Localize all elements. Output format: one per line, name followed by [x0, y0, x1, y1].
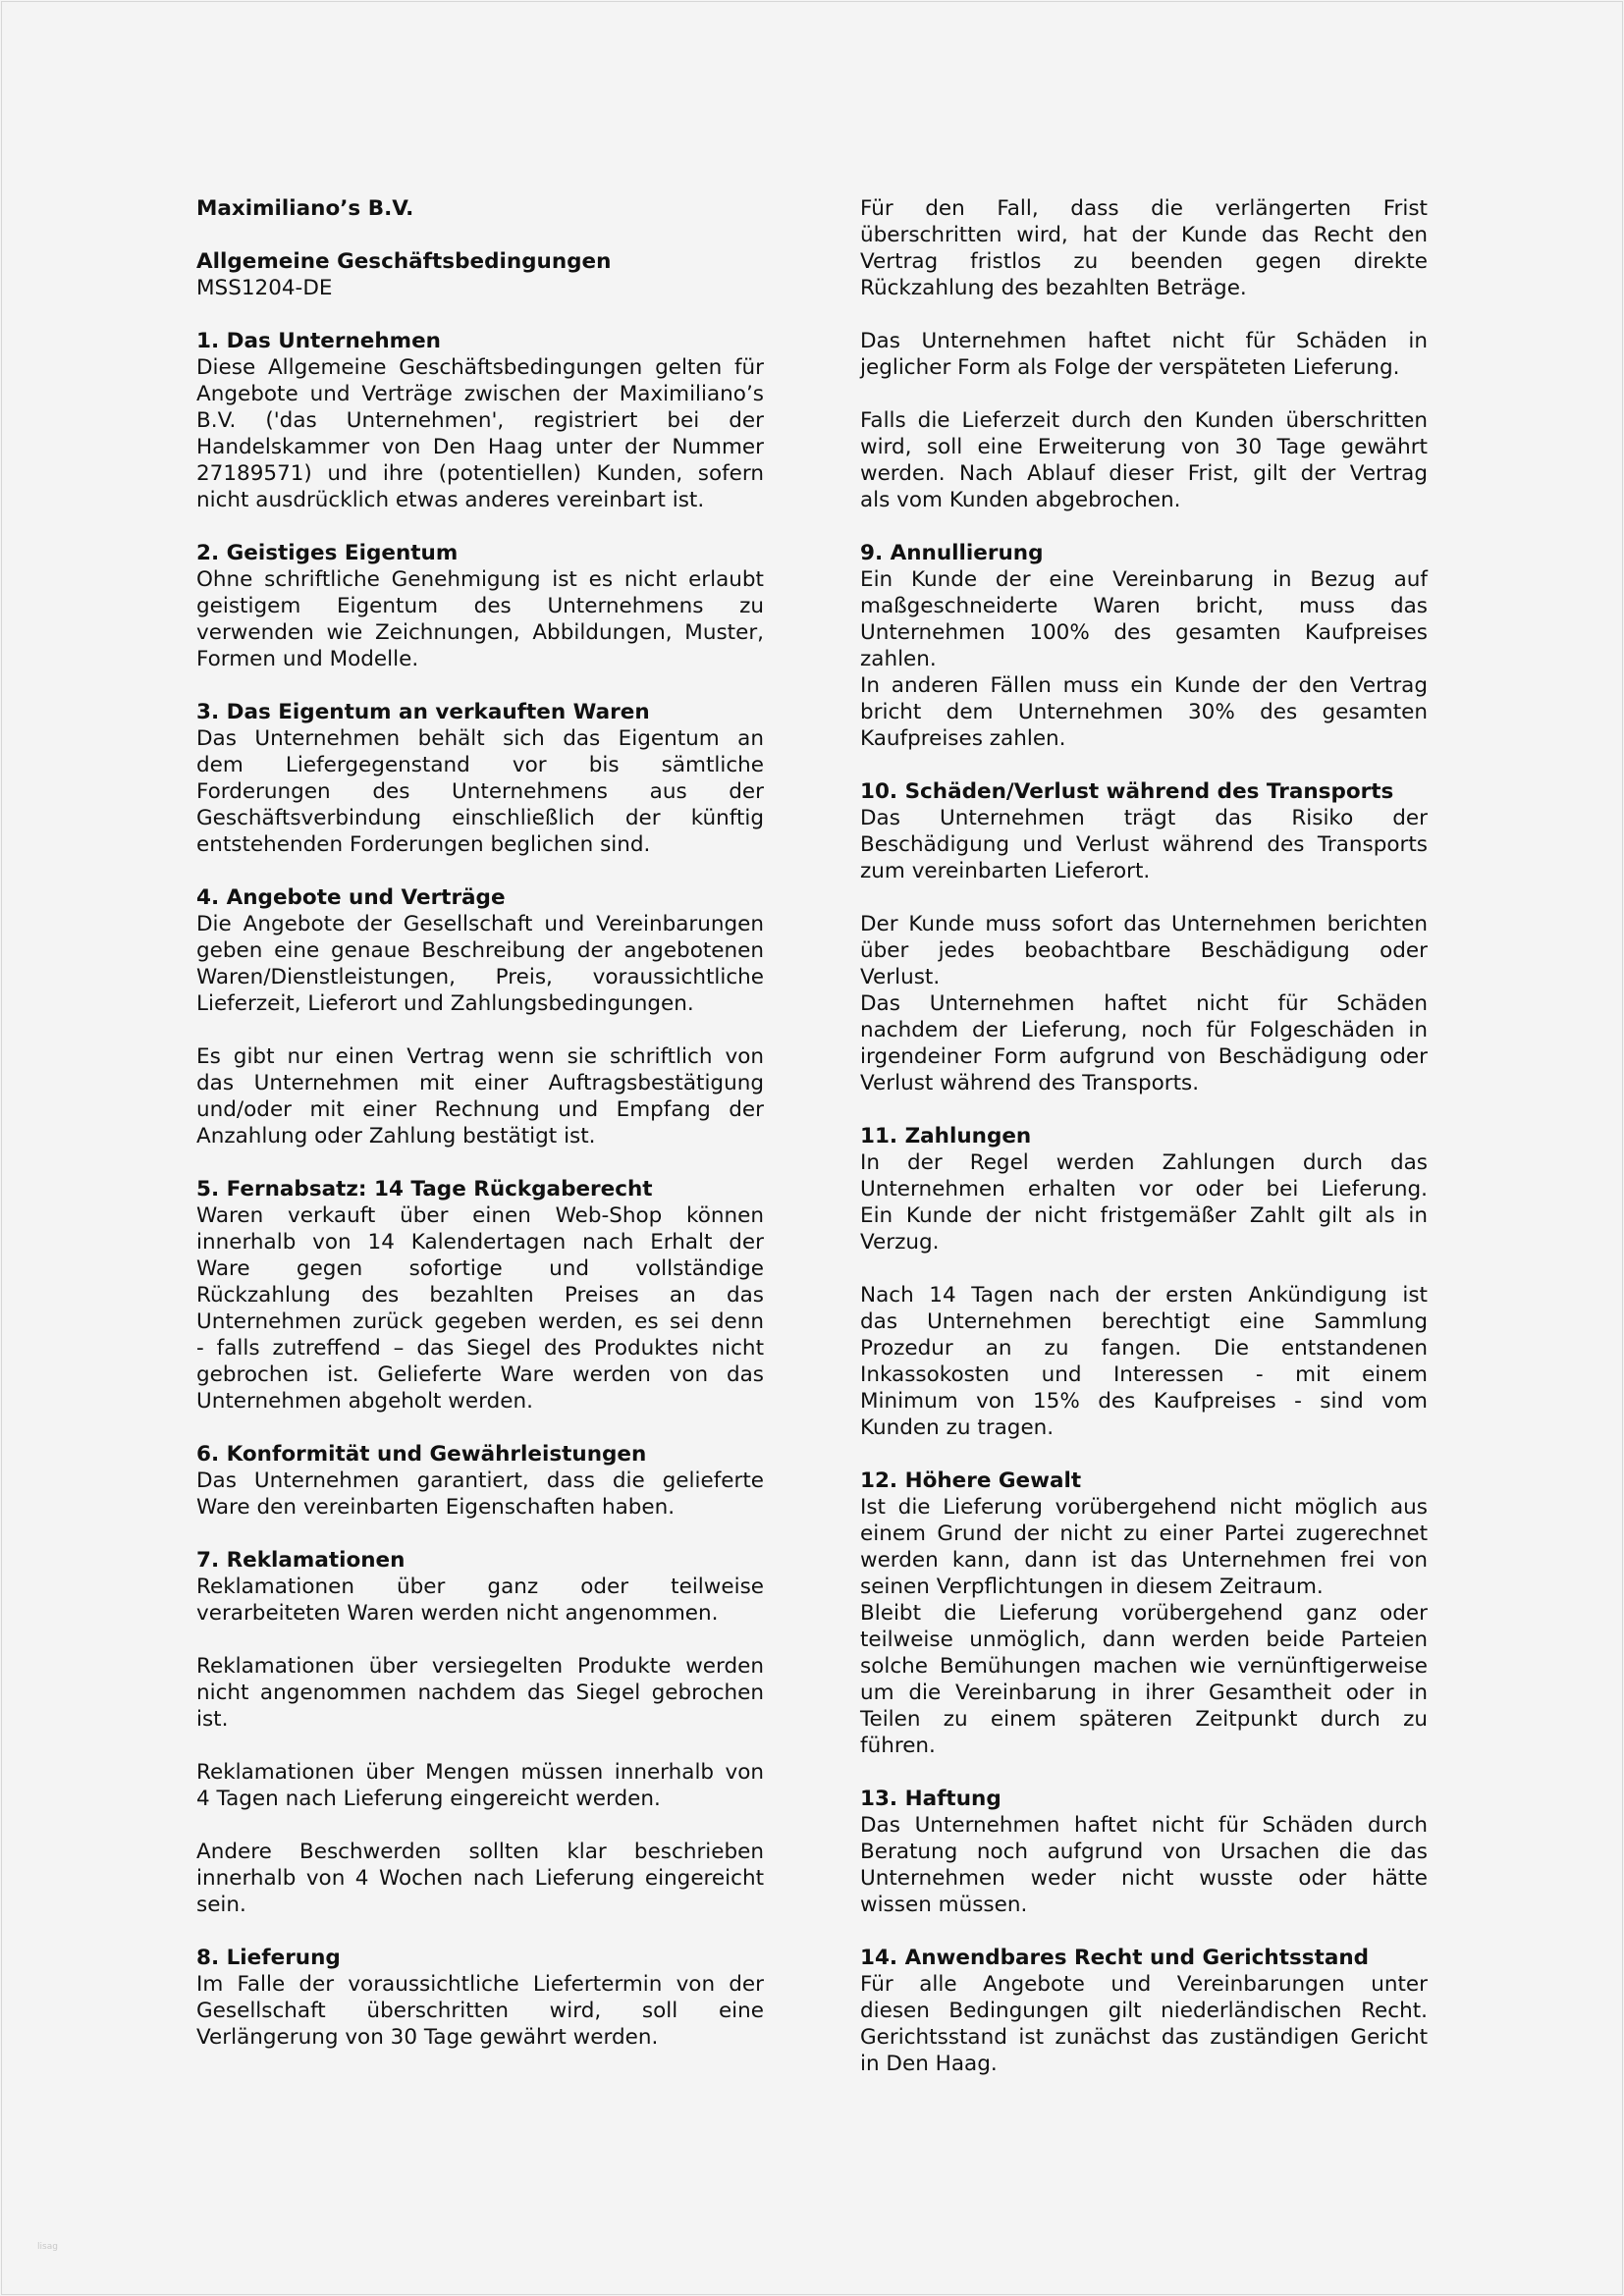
paragraph-gap: [196, 672, 764, 699]
text-line: nicht ausdrücklich etwas anderes vereinbart ist.: [196, 488, 705, 512]
text-line: über jedes beobachtbare Beschädigung oder: [860, 938, 1428, 963]
text-line: Beschädigung und Verlust während des Transports: [860, 832, 1428, 857]
paragraph-gap: [860, 884, 1428, 911]
paragraph-gap: [860, 1918, 1428, 1945]
text-line: führen.: [860, 1734, 936, 1758]
section-heading: 9. Annullierung: [860, 541, 1044, 565]
text-line: zahlen.: [860, 647, 937, 671]
text-line: Für alle Angebote und Vereinbarungen unter: [860, 1972, 1428, 1997]
paragraph-gap: [196, 1733, 764, 1759]
text-line: diesen Bedingungen gilt niederländischen Recht.: [860, 1999, 1428, 2023]
text-line: werden kann, dann ist das Unternehmen frei von: [860, 1548, 1428, 1573]
text-line: Formen und Modelle.: [196, 647, 419, 671]
section-heading: 13. Haftung: [860, 1787, 1001, 1811]
section-heading: 2. Geistiges Eigentum: [196, 541, 459, 565]
text-line: Das Unternehmen haftet nicht für Schäden in: [860, 329, 1428, 353]
text-line: einem Grund der nicht zu einer Partei zugerechnet: [860, 1522, 1428, 1546]
text-line: Beratung noch aufgrund von Ursachen die das: [860, 1840, 1428, 1864]
text-line: Verlust während des Transports.: [860, 1071, 1200, 1095]
text-line: wissen müssen.: [860, 1893, 1028, 1917]
text-line: Die Angebote der Gesellschaft und Vereinbarungen: [196, 912, 764, 936]
text-line: ist.: [196, 1707, 229, 1732]
text-line: Ein Kunde der nicht fristgemäßer Zahlt gilt als in: [860, 1203, 1428, 1228]
section-heading: Maximiliano’s B.V.: [196, 196, 414, 221]
text-line: Im Falle der voraussichtliche Liefertermin von der: [196, 1972, 764, 1997]
text-line: Das Unternehmen garantiert, dass die gelieferte: [196, 1468, 764, 1493]
text-line: dem Liefergegenstand vor bis sämtliche: [196, 753, 764, 777]
paragraph-gap: [860, 1096, 1428, 1123]
text-line: Falls die Lieferzeit durch den Kunden überschritten: [860, 408, 1428, 433]
footer-mark: lisag: [37, 2242, 58, 2252]
paragraph-gap: [860, 1255, 1428, 1282]
text-line: Nach 14 Tagen nach der ersten Ankündigung ist: [860, 1283, 1428, 1308]
text-line: Inkassokosten und Interessen - mit einem: [860, 1362, 1428, 1387]
text-line: verwenden wie Zeichnungen, Abbildungen, Muster,: [196, 620, 764, 645]
section-heading: 8. Lieferung: [196, 1946, 341, 1970]
section-heading: 11. Zahlungen: [860, 1124, 1032, 1148]
text-line: Für den Fall, dass die verlängerten Frist: [860, 196, 1428, 221]
text-line: Verlängerung von 30 Tage gewährt werden.: [196, 2025, 659, 2050]
paragraph-gap: [196, 222, 764, 248]
section-heading: Allgemeine Geschäftsbedingungen: [196, 249, 612, 274]
text-line: nachdem der Lieferung, noch für Folgeschäden in: [860, 1018, 1428, 1042]
text-line: überschritten wird, hat der Kunde das Recht den: [860, 223, 1428, 247]
text-line: Rückzahlung des bezahlten Preises an das: [196, 1283, 764, 1308]
paragraph-gap: [860, 1759, 1428, 1786]
section-heading: 3. Das Eigentum an verkauften Waren: [196, 700, 650, 724]
text-line: Reklamationen über ganz oder teilweise: [196, 1575, 764, 1599]
text-line: Ohne schriftliche Genehmigung ist es nicht erlaubt: [196, 567, 764, 592]
text-line: Rückzahlung des bezahlten Beträge.: [860, 276, 1247, 300]
text-line: Verzug.: [860, 1230, 940, 1255]
text-line: Unternehmen erhalten vor oder bei Lieferung.: [860, 1177, 1428, 1201]
text-line: zum vereinbarten Lieferort.: [860, 859, 1151, 883]
text-line: B.V. ('das Unternehmen', registriert bei der: [196, 408, 764, 433]
section-heading: 4. Angebote und Verträge: [196, 885, 506, 910]
text-line: gebrochen ist. Gelieferte Ware werden von das: [196, 1362, 764, 1387]
paragraph-gap: [196, 1521, 764, 1547]
paragraph-gap: [196, 1149, 764, 1176]
text-line: Prozedur an zu fangen. Die entstandenen: [860, 1336, 1428, 1361]
text-line: Das Unternehmen behält sich das Eigentum an: [196, 726, 764, 751]
text-line: Kaufpreises zahlen.: [860, 726, 1066, 751]
text-line: Unternehmen 100% des gesamten Kaufpreises: [860, 620, 1428, 645]
text-line: Angebote und Verträge zwischen der Maximiliano’s: [196, 382, 764, 406]
text-line: MSS1204-DE: [196, 276, 333, 300]
text-line: Handelskammer von Den Haag unter der Nummer: [196, 435, 764, 459]
text-line: Teilen zu einem späteren Zeitpunkt durch zu: [860, 1707, 1428, 1732]
section-heading: 14. Anwendbares Recht und Gerichtsstand: [860, 1946, 1370, 1970]
right-column: [860, 195, 1428, 2077]
text-line: Unternehmen weder nicht wusste oder hätte: [860, 1866, 1428, 1891]
text-line: nicht angenommen nachdem das Siegel gebrochen: [196, 1681, 764, 1705]
text-line: Gesellschaft überschritten wird, soll eine: [196, 1999, 764, 2023]
paragraph-gap: [196, 1017, 764, 1043]
text-line: Ware gegen sofortige und vollständige: [196, 1256, 764, 1281]
text-line: In der Regel werden Zahlungen durch das: [860, 1150, 1428, 1175]
text-line: Das Unternehmen haftet nicht für Schäden durch: [860, 1813, 1428, 1838]
text-line: entstehenden Forderungen beglichen sind.: [196, 832, 651, 857]
text-line: Ware den vereinbarten Eigenschaften haben.: [196, 1495, 676, 1520]
paragraph-gap: [196, 1415, 764, 1441]
text-line: Gerichtsstand ist zunächst das zuständigen Gericht: [860, 2025, 1428, 2050]
paragraph-gap: [196, 513, 764, 540]
paragraph-gap: [196, 1627, 764, 1653]
text-line: In anderen Fällen muss ein Kunde der den Vertrag: [860, 673, 1428, 698]
text-line: geben eine genaue Beschreibung der angebotenen: [196, 938, 764, 963]
text-line: teilweise unmöglich, dann werden beide Parteien: [860, 1628, 1428, 1652]
text-line: Waren verkauft über einen Web-Shop können: [196, 1203, 764, 1228]
text-line: innerhalb von 4 Wochen nach Lieferung eingereicht: [196, 1866, 764, 1891]
text-line: jeglicher Form als Folge der verspäteten Lieferung.: [860, 355, 1400, 380]
text-line: 27189571) und ihre (potentiellen) Kunden, sofern: [196, 461, 764, 486]
paragraph-gap: [860, 513, 1428, 540]
text-line: seinen Verpflichtungen in diesem Zeitraum.: [860, 1575, 1324, 1599]
paragraph-gap: [196, 1812, 764, 1839]
text-line: Verlust.: [860, 965, 941, 989]
section-heading: 12. Höhere Gewalt: [860, 1468, 1082, 1493]
text-line: bricht dem Unternehmen 30% des gesamten: [860, 700, 1428, 724]
text-line: Waren/Dienstleistungen, Preis, voraussichtliche: [196, 965, 764, 989]
text-line: Das Unternehmen haftet nicht für Schäden: [860, 991, 1428, 1016]
text-line: - falls zutreffend – das Siegel des Produktes nicht: [196, 1336, 764, 1361]
section-heading: 6. Konformität und Gewährleistungen: [196, 1442, 647, 1467]
text-line: innerhalb von 14 Kalendertagen nach Erhalt der: [196, 1230, 764, 1255]
text-line: in Den Haag.: [860, 2052, 998, 2076]
text-line: Ein Kunde der eine Vereinbarung in Bezug auf: [860, 567, 1428, 592]
text-line: maßgeschneiderte Waren bricht, muss das: [860, 594, 1428, 618]
text-line: verarbeiteten Waren werden nicht angenommen.: [196, 1601, 719, 1626]
text-line: um die Vereinbarung in ihrer Gesamtheit oder in: [860, 1681, 1428, 1705]
text-line: Minimum von 15% des Kaufpreises - sind vom: [860, 1389, 1428, 1414]
text-line: Reklamationen über Mengen müssen innerhalb von: [196, 1760, 764, 1785]
text-line: Andere Beschwerden sollten klar beschrieben: [196, 1840, 764, 1864]
text-line: Diese Allgemeine Geschäftsbedingungen gelten für: [196, 355, 764, 380]
text-line: irgendeiner Form aufgrund von Beschädigung oder: [860, 1044, 1428, 1069]
section-heading: 5. Fernabsatz: 14 Tage Rückgaberecht: [196, 1177, 653, 1201]
paragraph-gap: [860, 381, 1428, 407]
text-line: Der Kunde muss sofort das Unternehmen berichten: [860, 912, 1428, 936]
text-line: sein.: [196, 1893, 246, 1917]
text-line: und/oder mit einer Rechnung und Empfang der: [196, 1097, 764, 1122]
text-line: Lieferzeit, Lieferort und Zahlungsbedingungen.: [196, 991, 694, 1016]
paragraph-gap: [860, 1441, 1428, 1468]
text-line: Ist die Lieferung vorübergehend nicht möglich aus: [860, 1495, 1428, 1520]
text-line: Anzahlung oder Zahlung bestätigt ist.: [196, 1124, 596, 1148]
text-line: Bleibt die Lieferung vorübergehend ganz oder: [860, 1601, 1428, 1626]
text-line: das Unternehmen mit einer Auftragsbestätigung: [196, 1071, 764, 1095]
paragraph-gap: [196, 1918, 764, 1945]
paragraph-gap: [196, 301, 764, 328]
section-heading: 10. Schäden/Verlust während des Transports: [860, 779, 1394, 804]
text-line: 4 Tagen nach Lieferung eingereicht werden.: [196, 1787, 661, 1811]
text-line: Kunden zu tragen.: [860, 1415, 1055, 1440]
section-heading: 7. Reklamationen: [196, 1548, 406, 1573]
paragraph-gap: [196, 858, 764, 884]
text-line: solche Bemühungen machen wie vernünftigerweise: [860, 1654, 1428, 1679]
paragraph-gap: [860, 301, 1428, 328]
paragraph-gap: [860, 752, 1428, 778]
text-line: Reklamationen über versiegelten Produkte werden: [196, 1654, 764, 1679]
text-line: wird, soll eine Erweiterung von 30 Tage gewährt: [860, 435, 1428, 459]
text-line: Geschäftsverbindung einschließlich der künftig: [196, 806, 764, 830]
text-line: Unternehmen zurück gegeben werden, es sei denn: [196, 1309, 764, 1334]
text-line: Forderungen des Unternehmens aus der: [196, 779, 764, 804]
text-line: Es gibt nur einen Vertrag wenn sie schriftlich von: [196, 1044, 764, 1069]
section-heading: 1. Das Unternehmen: [196, 329, 441, 353]
text-line: als vom Kunden abgebrochen.: [860, 488, 1181, 512]
left-column: [196, 195, 764, 2051]
text-line: geistigem Eigentum des Unternehmens zu: [196, 594, 764, 618]
text-line: Das Unternehmen trägt das Risiko der: [860, 806, 1428, 830]
text-line: Vertrag fristlos zu beenden gegen direkte: [860, 249, 1428, 274]
text-line: werden. Nach Ablauf dieser Frist, gilt der Vertrag: [860, 461, 1428, 486]
text-line: Unternehmen abgeholt werden.: [196, 1389, 533, 1414]
text-line: das Unternehmen berechtigt eine Sammlung: [860, 1309, 1428, 1334]
